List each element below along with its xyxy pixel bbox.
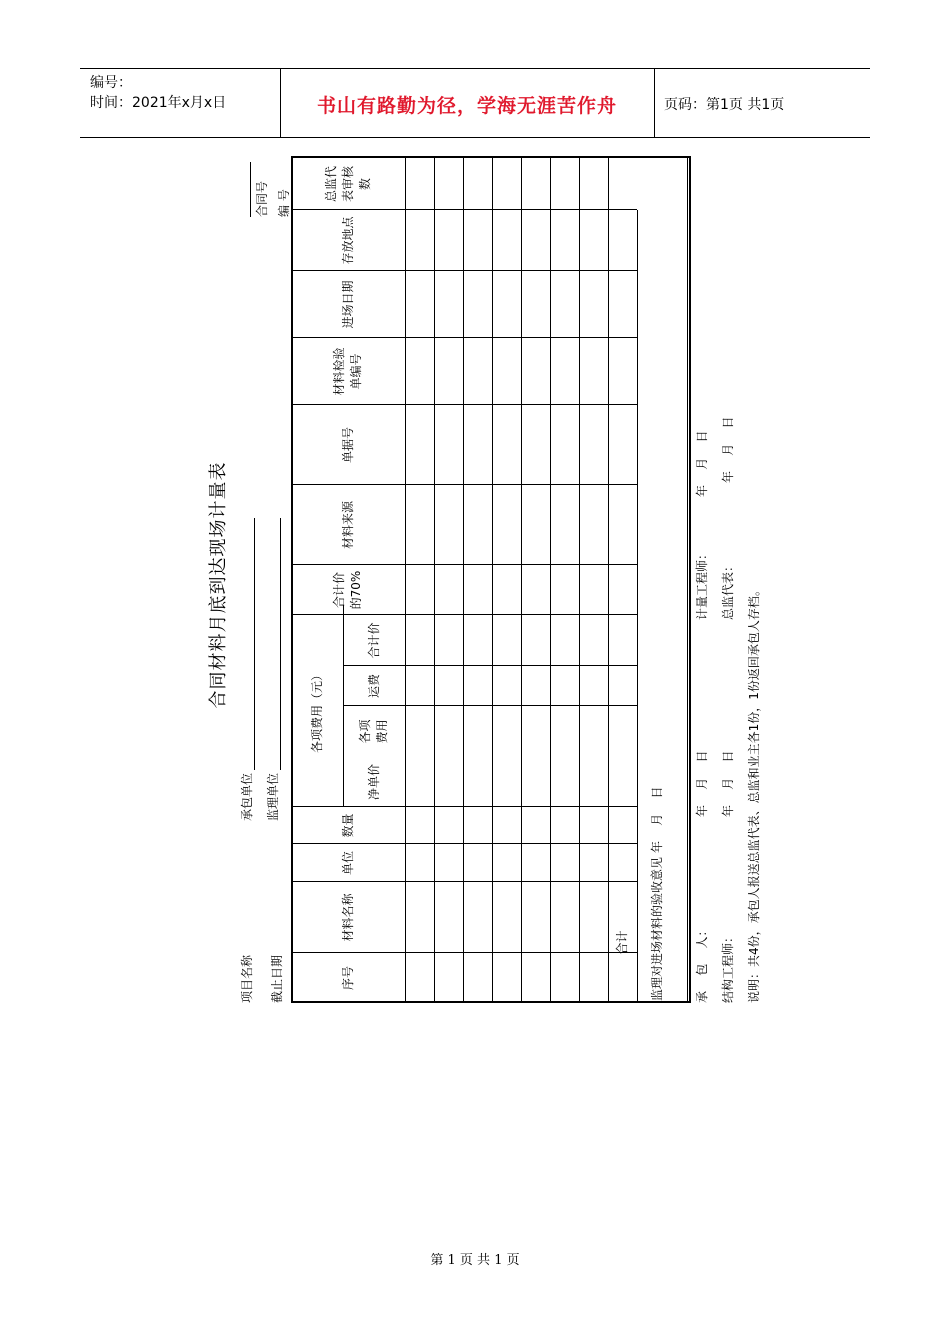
chief-rep-label: 总监代表： [721, 559, 735, 620]
contractor-unit-label: 承包单位 [240, 772, 254, 821]
col-doc-no: 单据号 [340, 427, 355, 464]
col-freight: 运费 [366, 674, 381, 699]
contractor-signature-label: 承 包 人： [695, 924, 709, 1003]
col-storage-location: 存放地点 [340, 216, 355, 265]
col-quantity: 数量 [340, 813, 355, 838]
col-material-name: 材料名称 [340, 893, 355, 942]
structural-engineer-label: 结构工程师： [721, 930, 735, 1003]
measurement-engineer-date: 年 月 日 [695, 430, 709, 497]
contractor-signature-date: 年 月 日 [695, 750, 709, 817]
supervision-unit-label: 监理单位 [266, 772, 280, 821]
page-header [80, 68, 870, 138]
contract-no-field[interactable] [250, 162, 251, 217]
contract-no-label: 合同号 [255, 180, 269, 217]
col-entry-date: 进场日期 [340, 280, 355, 329]
header-divider [654, 69, 655, 137]
col-net-unit-price: 净单价 [366, 764, 381, 801]
project-name-label: 项目名称 [240, 954, 254, 1003]
measurement-form [200, 150, 780, 1020]
serial-no-label: 编 号 [277, 189, 291, 217]
cutoff-date-label: 截止日期 [270, 954, 284, 1003]
structural-engineer-date: 年 月 日 [721, 750, 735, 817]
header-meta [90, 73, 226, 113]
page-footer: 第 1 页 共 1 页 [430, 1253, 520, 1268]
col-total-price: 合计价 [366, 622, 381, 659]
header-motto: 书山有路勤为径，学海无涯苦作舟 [316, 95, 617, 117]
col-various-costs: 各项 费用 [358, 719, 389, 744]
form-note: 说明：共4份，承包人报送总监代表、总监和业主各1份，1份返回承包人存档。 [747, 584, 761, 1003]
col-inspection-no: 材料检验 单编号 [332, 347, 363, 396]
measurement-engineer-label: 计量工程师： [695, 547, 709, 620]
contractor-unit-field[interactable] [254, 518, 255, 770]
col-unit: 单位 [340, 851, 355, 876]
col-chief-approval: 总监代 表审核 数 [323, 166, 372, 203]
opinion-date: 年 月 日 [650, 786, 664, 853]
col-material-source: 材料来源 [340, 501, 355, 550]
total-label: 合计 [615, 930, 629, 955]
col-seq: 序号 [340, 966, 355, 991]
header-page-number: 页码：第1页 共1页 [664, 97, 785, 113]
measurement-table [291, 158, 689, 1003]
supervision-unit-field[interactable] [280, 518, 281, 770]
number-label: 编号： [90, 75, 132, 91]
col-costs-group: 各项费用（元） [309, 669, 324, 754]
acceptance-opinion-label: 监理对进场材料的验收意见 [650, 856, 664, 1001]
time-label: 时间：2021年x月x日 [90, 95, 227, 111]
col-total-70: 合计价 的70% [332, 570, 363, 610]
form-title: 合同材料月底到达现场计量表 [208, 461, 229, 709]
chief-rep-date: 年 月 日 [721, 416, 735, 483]
